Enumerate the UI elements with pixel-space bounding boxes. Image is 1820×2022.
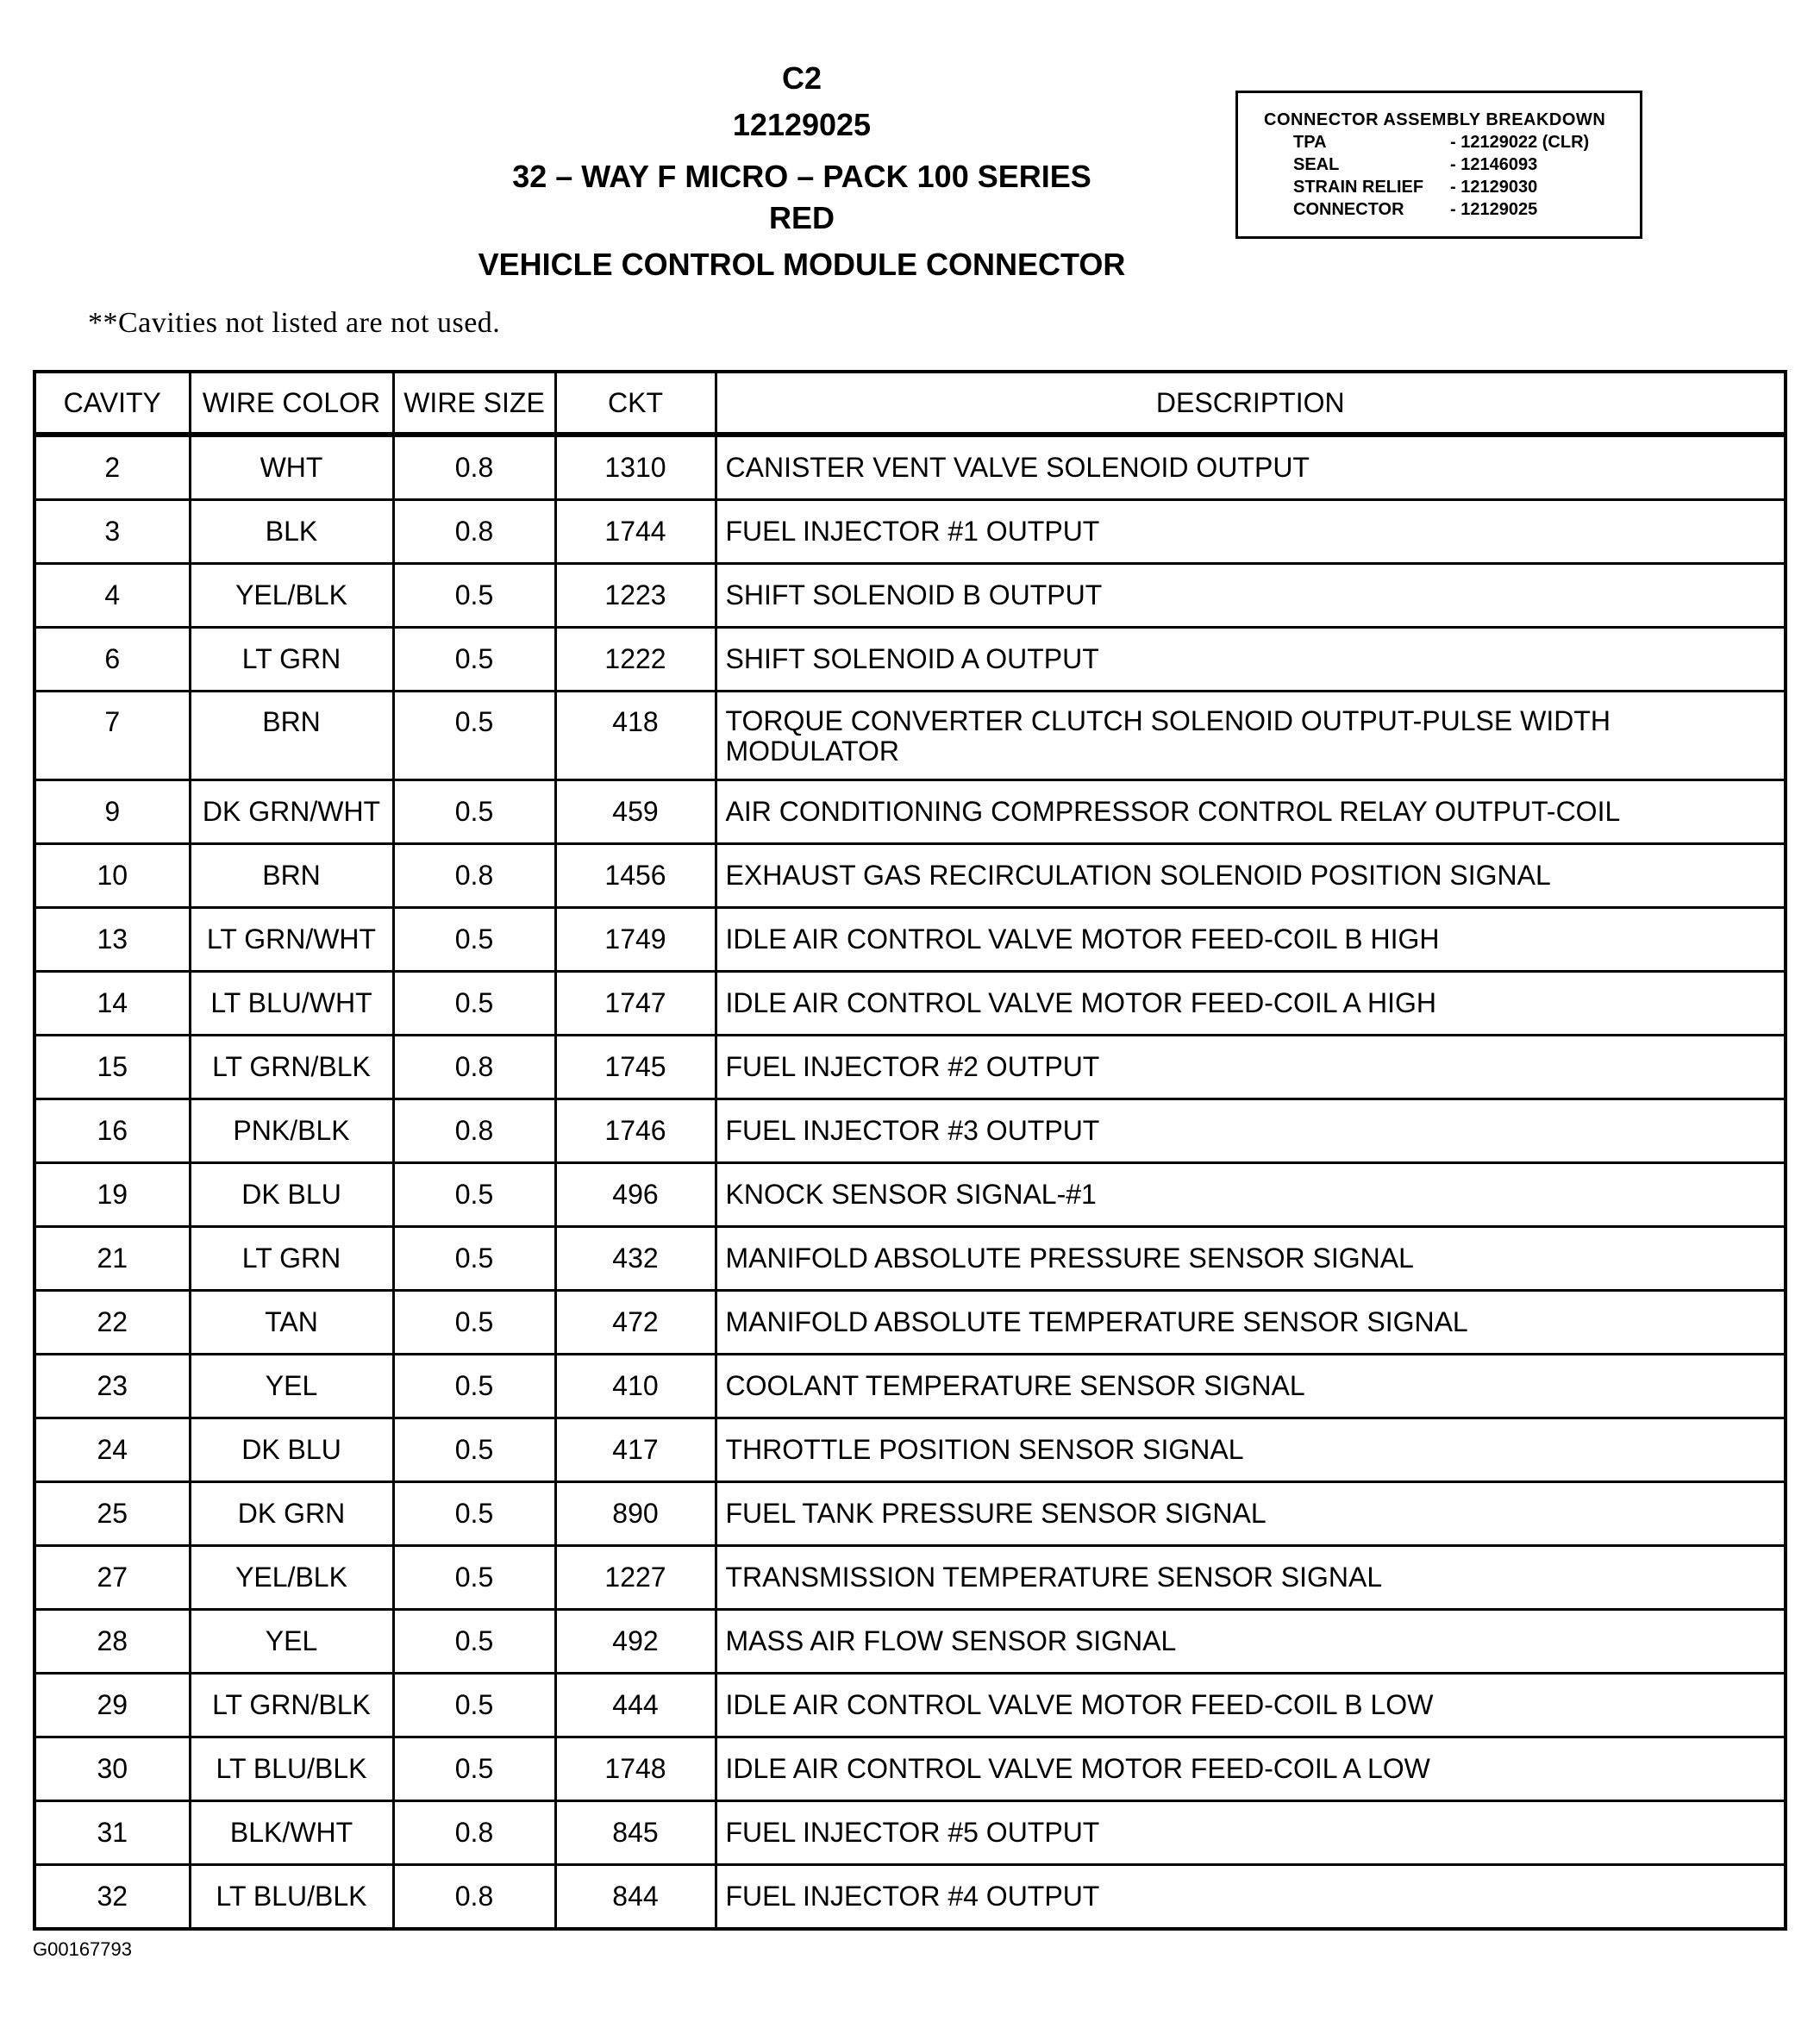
wire-size-cell: 0.5 [393, 1546, 555, 1610]
description-cell: FUEL INJECTOR #3 OUTPUT [716, 1099, 1786, 1163]
description-cell: MANIFOLD ABSOLUTE PRESSURE SENSOR SIGNAL [716, 1227, 1786, 1291]
wire-size-cell: 0.5 [393, 1737, 555, 1801]
cavity-cell: 32 [34, 1865, 190, 1930]
wire-size-cell: 0.8 [393, 1801, 555, 1865]
description-cell: EXHAUST GAS RECIRCULATION SOLENOID POSITION SIGNAL [716, 844, 1786, 908]
ckt-cell: 1744 [555, 500, 716, 564]
wire-color-cell: PNK/BLK [190, 1099, 393, 1163]
cavity-cell: 19 [34, 1163, 190, 1227]
wire-size-cell: 0.8 [393, 1865, 555, 1930]
table-row [34, 1546, 1786, 1610]
wire-color-cell: LT BLU/WHT [190, 972, 393, 1036]
ckt-cell: 890 [555, 1482, 716, 1546]
table-row [34, 435, 1786, 500]
wire-color-cell: WHT [190, 435, 393, 500]
breakdown-part-number: - 12129030 [1450, 178, 1538, 197]
cavity-cell: 25 [34, 1482, 190, 1546]
wire-size-cell: 0.8 [393, 1099, 555, 1163]
breakdown-row [1264, 131, 1640, 153]
connector-color: RED [768, 200, 835, 235]
description-cell: FUEL TANK PRESSURE SENSOR SIGNAL [716, 1482, 1786, 1546]
table-row [34, 1610, 1786, 1674]
ckt-cell: 417 [555, 1418, 716, 1482]
cavity-cell: 4 [34, 564, 190, 628]
table-row [34, 1163, 1786, 1227]
wire-size-cell: 0.8 [393, 1036, 555, 1099]
ckt-cell: 1746 [555, 1099, 716, 1163]
cavity-cell: 6 [34, 628, 190, 692]
ckt-cell: 432 [555, 1227, 716, 1291]
cavity-cell: 10 [34, 844, 190, 908]
wire-size-cell: 0.5 [393, 1418, 555, 1482]
breakdown-part-name: STRAIN RELIEF [1293, 178, 1424, 197]
wire-color-cell: LT BLU/BLK [190, 1865, 393, 1930]
description-cell: KNOCK SENSOR SIGNAL-#1 [716, 1163, 1786, 1227]
description-cell: FUEL INJECTOR #4 OUTPUT [716, 1865, 1786, 1930]
ckt-cell: 1748 [555, 1737, 716, 1801]
wire-color-cell: YEL [190, 1610, 393, 1674]
ckt-cell: 1747 [555, 972, 716, 1036]
ckt-cell: 410 [555, 1355, 716, 1418]
cavity-cell: 9 [34, 780, 190, 844]
cavity-cell: 29 [34, 1674, 190, 1737]
wire-size-cell: 0.8 [393, 500, 555, 564]
description-cell: IDLE AIR CONTROL VALVE MOTOR FEED-COIL B HIGH [716, 908, 1786, 972]
description-cell: FUEL INJECTOR #5 OUTPUT [716, 1801, 1786, 1865]
table-row [34, 1355, 1786, 1418]
wire-size-cell: 0.8 [393, 844, 555, 908]
wire-color-cell: BRN [190, 692, 393, 780]
ckt-cell: 492 [555, 1610, 716, 1674]
header-description: DESCRIPTION [716, 372, 1786, 435]
breakdown-part-name: TPA [1293, 133, 1327, 152]
ckt-cell: 444 [555, 1674, 716, 1737]
wire-color-cell: LT GRN/WHT [190, 908, 393, 972]
connector-name: VEHICLE CONTROL MODULE CONNECTOR [478, 247, 1126, 282]
wire-size-cell: 0.5 [393, 1674, 555, 1737]
table-row [34, 1227, 1786, 1291]
wiring-table [33, 370, 1787, 1931]
table-row [34, 1482, 1786, 1546]
cavity-cell: 16 [34, 1099, 190, 1163]
assembly-breakdown-box [1235, 91, 1642, 239]
ckt-cell: 1745 [555, 1036, 716, 1099]
description-cell: IDLE AIR CONTROL VALVE MOTOR FEED-COIL A LOW [716, 1737, 1786, 1801]
description-cell: FUEL INJECTOR #2 OUTPUT [716, 1036, 1786, 1099]
wire-size-cell: 0.5 [393, 692, 555, 780]
wire-size-cell: 0.5 [393, 1291, 555, 1355]
table-row [34, 1865, 1786, 1930]
wire-size-cell: 0.8 [393, 435, 555, 500]
wire-size-cell: 0.5 [393, 972, 555, 1036]
description-cell: SHIFT SOLENOID B OUTPUT [716, 564, 1786, 628]
wire-size-cell: 0.5 [393, 1355, 555, 1418]
ckt-cell: 496 [555, 1163, 716, 1227]
ckt-cell: 418 [555, 692, 716, 780]
description-cell: MASS AIR FLOW SENSOR SIGNAL [716, 1610, 1786, 1674]
wire-size-cell: 0.5 [393, 628, 555, 692]
ckt-cell: 459 [555, 780, 716, 844]
ckt-cell: 1749 [555, 908, 716, 972]
description-cell: FUEL INJECTOR #1 OUTPUT [716, 500, 1786, 564]
cavity-cell: 27 [34, 1546, 190, 1610]
description-cell: TRANSMISSION TEMPERATURE SENSOR SIGNAL [716, 1546, 1786, 1610]
wire-size-cell: 0.5 [393, 1163, 555, 1227]
description-cell: SHIFT SOLENOID A OUTPUT [716, 628, 1786, 692]
wire-size-cell: 0.5 [393, 1227, 555, 1291]
wire-size-cell: 0.5 [393, 564, 555, 628]
ckt-cell: 1456 [555, 844, 716, 908]
wire-color-cell: YEL/BLK [190, 564, 393, 628]
wire-size-cell: 0.5 [393, 780, 555, 844]
header-ckt: CKT [555, 372, 716, 435]
wire-color-cell: LT BLU/BLK [190, 1737, 393, 1801]
wire-color-cell: DK BLU [190, 1418, 393, 1482]
description-cell: IDLE AIR CONTROL VALVE MOTOR FEED-COIL A HIGH [716, 972, 1786, 1036]
table-row [34, 780, 1786, 844]
header-wire-size: WIRE SIZE [393, 372, 555, 435]
breakdown-row [1264, 176, 1640, 198]
wire-color-cell: BRN [190, 844, 393, 908]
wire-color-cell: YEL/BLK [190, 1546, 393, 1610]
table-row [34, 628, 1786, 692]
ckt-cell: 1310 [555, 435, 716, 500]
cavity-cell: 22 [34, 1291, 190, 1355]
breakdown-part-number: - 12146093 [1450, 155, 1538, 174]
description-cell: MANIFOLD ABSOLUTE TEMPERATURE SENSOR SIGNAL [716, 1291, 1786, 1355]
cavity-cell: 30 [34, 1737, 190, 1801]
wire-color-cell: BLK [190, 500, 393, 564]
ckt-cell: 472 [555, 1291, 716, 1355]
table-header-row [34, 372, 1786, 435]
table-row [34, 692, 1786, 780]
table-row [34, 1099, 1786, 1163]
breakdown-row [1264, 198, 1640, 221]
cavity-cell: 3 [34, 500, 190, 564]
wire-color-cell: DK GRN/WHT [190, 780, 393, 844]
ckt-cell: 844 [555, 1865, 716, 1930]
part-number: 12129025 [732, 107, 872, 142]
unused-cavities-note: **Cavities not listed are not used. [88, 307, 501, 339]
connector-title-block [362, 55, 1241, 288]
ckt-cell: 845 [555, 1801, 716, 1865]
table-row [34, 500, 1786, 564]
table-row [34, 1036, 1786, 1099]
table-row [34, 908, 1786, 972]
breakdown-part-name: CONNECTOR [1293, 200, 1404, 219]
description-cell: COOLANT TEMPERATURE SENSOR SIGNAL [716, 1355, 1786, 1418]
wire-color-cell: LT GRN/BLK [190, 1036, 393, 1099]
cavity-cell: 21 [34, 1227, 190, 1291]
table-row [34, 844, 1786, 908]
cavity-cell: 14 [34, 972, 190, 1036]
table-row [34, 1674, 1786, 1737]
figure-id: G00167793 [33, 1938, 132, 1960]
breakdown-part-number: - 12129022 (CLR) [1450, 133, 1590, 152]
breakdown-row [1264, 153, 1640, 176]
header-wire-color: WIRE COLOR [190, 372, 393, 435]
table-row [34, 972, 1786, 1036]
header-cavity: CAVITY [34, 372, 190, 435]
wire-color-cell: DK GRN [190, 1482, 393, 1546]
cavity-cell: 15 [34, 1036, 190, 1099]
cavity-cell: 28 [34, 1610, 190, 1674]
wire-size-cell: 0.5 [393, 908, 555, 972]
cavity-cell: 7 [34, 692, 190, 780]
breakdown-part-number: - 12129025 [1450, 200, 1538, 219]
cavity-cell: 13 [34, 908, 190, 972]
wire-color-cell: LT GRN/BLK [190, 1674, 393, 1737]
ckt-cell: 1223 [555, 564, 716, 628]
description-cell: AIR CONDITIONING COMPRESSOR CONTROL RELAY OUTPUT-COIL [716, 780, 1786, 844]
ckt-cell: 1227 [555, 1546, 716, 1610]
wire-color-cell: LT GRN [190, 1227, 393, 1291]
wire-color-cell: DK BLU [190, 1163, 393, 1227]
wire-color-cell: BLK/WHT [190, 1801, 393, 1865]
cavity-cell: 31 [34, 1801, 190, 1865]
breakdown-title: CONNECTOR ASSEMBLY BREAKDOWN [1264, 110, 1606, 129]
wire-color-cell: YEL [190, 1355, 393, 1418]
breakdown-part-name: SEAL [1293, 155, 1340, 174]
cavity-cell: 2 [34, 435, 190, 500]
table-row [34, 1737, 1786, 1801]
cavity-cell: 24 [34, 1418, 190, 1482]
connector-type: 32 – WAY F MICRO – PACK 100 SERIES [512, 159, 1091, 194]
wire-color-cell: TAN [190, 1291, 393, 1355]
wire-size-cell: 0.5 [393, 1610, 555, 1674]
table-row [34, 1291, 1786, 1355]
table-row [34, 564, 1786, 628]
wire-size-cell: 0.5 [393, 1482, 555, 1546]
description-cell: THROTTLE POSITION SENSOR SIGNAL [716, 1418, 1786, 1482]
description-cell: IDLE AIR CONTROL VALVE MOTOR FEED-COIL B LOW [716, 1674, 1786, 1737]
table-row [34, 1418, 1786, 1482]
connector-id: C2 [781, 60, 822, 96]
cavity-cell: 23 [34, 1355, 190, 1418]
description-cell: CANISTER VENT VALVE SOLENOID OUTPUT [716, 435, 1786, 500]
description-cell: TORQUE CONVERTER CLUTCH SOLENOID OUTPUT-PULSE WIDTH MODULATOR [716, 692, 1786, 780]
wire-color-cell: LT GRN [190, 628, 393, 692]
ckt-cell: 1222 [555, 628, 716, 692]
table-row [34, 1801, 1786, 1865]
